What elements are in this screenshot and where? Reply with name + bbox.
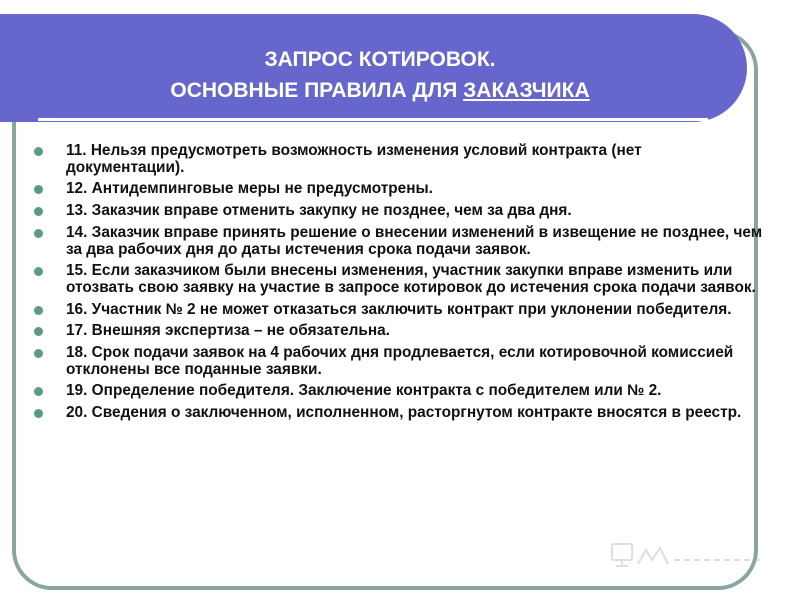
bullet-icon (34, 207, 43, 216)
rule-item (34, 143, 764, 176)
rule-item (34, 323, 764, 340)
rules-list (34, 143, 764, 427)
rule-text: 12. Антидемпинговые меры не предусмотрены. (66, 180, 433, 198)
bullet-icon (34, 387, 43, 396)
rule-text: 11. Нельзя предусмотреть возможность изменения условий контракта (нет документации). (66, 142, 642, 176)
bullet-icon (34, 349, 43, 358)
rule-text: 16. Участник № 2 не может отказаться заключить контракт при уклонении победителя. (66, 300, 732, 318)
bullet-icon (34, 147, 43, 156)
bullet-icon (34, 229, 43, 238)
bullet-icon (34, 409, 43, 418)
title-line-2-prefix: ОСНОВНЫЕ ПРАВИЛА ДЛЯ (170, 79, 464, 102)
rule-item (34, 383, 764, 400)
rule-item (34, 263, 764, 296)
rule-text: 18. Срок подачи заявок на 4 рабочих дня продлевается, если котировочной комиссией отклонены все поданные заявки. (66, 344, 734, 378)
rule-text: 13. Заказчик вправе отменить закупку не позднее, чем за два дня. (66, 202, 572, 220)
bullet-icon (34, 185, 43, 194)
logo-watermark-icon (608, 540, 768, 572)
bullet-icon (34, 267, 43, 276)
rule-item (34, 225, 764, 258)
slide-title-line-1: ЗАПРОС КОТИРОВОК. (264, 48, 496, 71)
rule-text: 15. Если заказчиком были внесены изменения, участник закупки вправе изменить или отозвать свою заявку на участие в запросе котировок до истечения срока подачи заявок. (66, 262, 756, 296)
rule-text: 14. Заказчик вправе принять решение о внесении изменений в извещение не позднее, чем за два рабочих дня до даты истечения срока подачи заявок. (66, 223, 763, 258)
title-underline (38, 118, 708, 121)
rule-item (34, 302, 764, 319)
slide-title-line-2 (60, 78, 700, 104)
bullet-icon (34, 327, 43, 336)
title-bar (0, 14, 747, 122)
rule-text: 19. Определение победителя. Заключение контракта с победителем или № 2. (66, 382, 662, 400)
rule-text: 20. Сведения о заключенном, исполненном, расторгнутом контракте вносятся в реестр. (66, 404, 742, 422)
rule-item (34, 181, 764, 198)
rule-item (34, 405, 764, 422)
rule-text: 17. Внешняя экспертиза – не обязательна. (66, 322, 391, 340)
rule-item (34, 345, 764, 378)
bullet-icon (34, 306, 43, 315)
title-line-2-underlined: ЗАКАЗЧИКА (463, 79, 590, 102)
rule-item (34, 203, 764, 220)
